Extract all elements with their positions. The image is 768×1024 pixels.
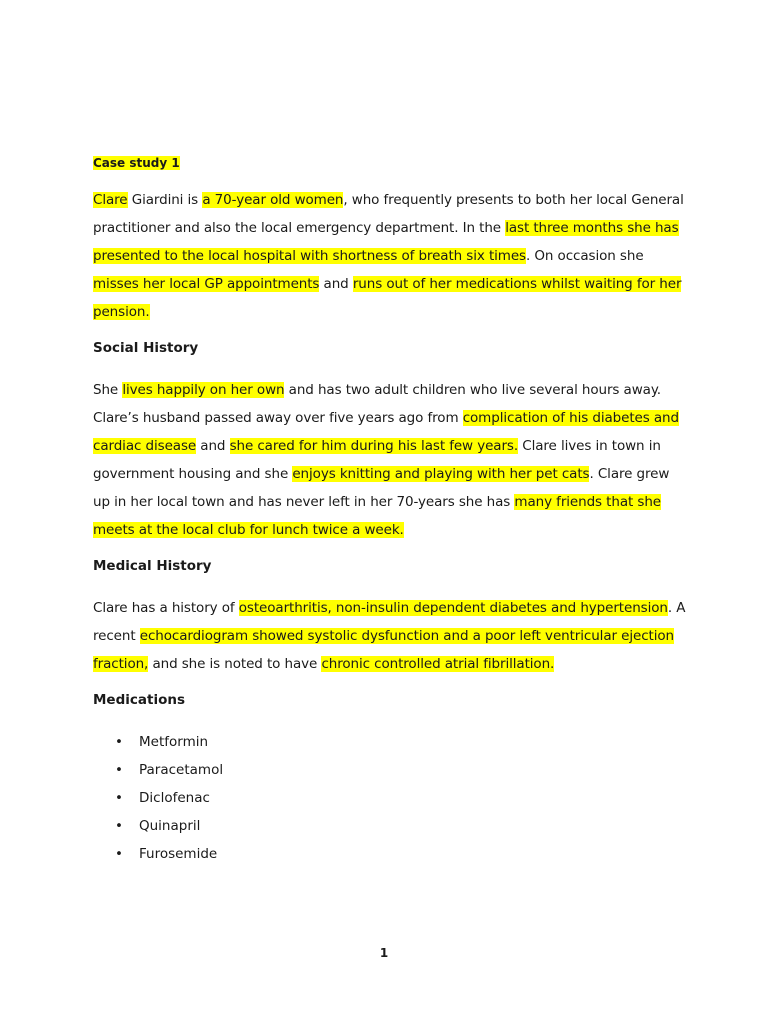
highlighted-text: presented to the local hospital with shortness of breath six times xyxy=(93,248,526,264)
medication-item xyxy=(93,756,673,784)
highlighted-text: osteoarthritis, non-insulin dependent diabetes and hypertension xyxy=(238,600,668,616)
text-line xyxy=(93,242,673,270)
bullet-icon: • xyxy=(115,790,123,806)
text-run: , who frequently presents to both her local General xyxy=(343,192,684,208)
text-run: . Clare grew xyxy=(589,466,670,482)
medication-item xyxy=(93,840,673,868)
medications-list xyxy=(93,728,673,868)
highlighted-text: many friends that she xyxy=(514,494,661,510)
social-history-paragraph xyxy=(93,376,679,544)
medication-name: Diclofenac xyxy=(139,790,210,806)
text-line xyxy=(93,622,673,650)
text-line xyxy=(93,376,673,404)
text-run: . On occasion she xyxy=(526,248,644,264)
text-line xyxy=(93,186,684,214)
bullet-icon: • xyxy=(115,734,123,750)
medication-item xyxy=(93,812,673,840)
highlighted-text: complication of his diabetes and xyxy=(462,410,679,426)
text-line xyxy=(93,460,673,488)
medication-name: Quinapril xyxy=(139,818,201,834)
highlighted-text: runs out of her medications whilst waiting for her xyxy=(352,276,682,292)
highlighted-text: last three months she has xyxy=(505,220,679,236)
text-run: practitioner and also the local emergency department. In the xyxy=(93,220,506,236)
social-history-heading: Social History xyxy=(93,340,199,356)
text-run: and she is noted to have xyxy=(148,656,322,672)
medication-name: Paracetamol xyxy=(139,762,224,778)
medical-history-heading: Medical History xyxy=(93,558,212,574)
text-run: and has two adult children who live several hours away. xyxy=(284,382,662,398)
page-number: 1 xyxy=(379,946,389,960)
text-run: Giardini is xyxy=(127,192,203,208)
text-line xyxy=(93,650,673,678)
case-title xyxy=(93,152,673,174)
medical-history-paragraph xyxy=(93,594,686,678)
text-run: and xyxy=(196,438,230,454)
bullet-icon: • xyxy=(115,818,123,834)
text-line xyxy=(93,214,679,242)
text-line xyxy=(93,270,682,298)
medication-item xyxy=(93,728,673,756)
text-line xyxy=(93,594,686,622)
case-title-text: Case study 1 xyxy=(93,156,180,170)
highlighted-text: cardiac disease xyxy=(93,438,197,454)
highlighted-text: she cared for him during his last few years. xyxy=(229,438,519,454)
highlighted-text: a 70-year old women xyxy=(202,192,344,208)
medication-item xyxy=(93,784,673,812)
medication-name: Furosemide xyxy=(139,846,218,862)
highlighted-text: meets at the local club for lunch twice a week. xyxy=(93,522,404,538)
text-run: Clare lives in town in xyxy=(518,438,661,454)
document-body xyxy=(93,152,686,868)
text-run: up in her local town and has never left in her 70-years she has xyxy=(93,494,515,510)
highlighted-text: fraction, xyxy=(93,656,149,672)
text-line xyxy=(93,432,673,460)
highlighted-text: misses her local GP appointments xyxy=(93,276,320,292)
bullet-icon: • xyxy=(115,762,123,778)
highlighted-text: enjoys knitting and playing with her pet cats xyxy=(292,466,590,482)
text-run: She xyxy=(93,382,123,398)
highlighted-text: echocardiogram showed systolic dysfunction and a poor left ventricular ejection xyxy=(139,628,674,644)
text-run: government housing and she xyxy=(93,466,293,482)
text-run: Clare has a history of xyxy=(93,600,239,616)
highlighted-text: Clare xyxy=(93,192,128,208)
text-line xyxy=(93,516,673,544)
text-line xyxy=(93,404,679,432)
intro-paragraph xyxy=(93,186,684,326)
bullet-icon: • xyxy=(115,846,123,862)
highlighted-text: pension. xyxy=(93,304,150,320)
text-line xyxy=(93,488,673,516)
highlighted-text: chronic controlled atrial fibrillation. xyxy=(321,656,555,672)
text-line xyxy=(93,298,673,326)
highlighted-text: lives happily on her own xyxy=(122,382,285,398)
text-run: and xyxy=(319,276,353,292)
medication-name: Metformin xyxy=(139,734,209,750)
text-run: Clare’s husband passed away over five years ago from xyxy=(93,410,463,426)
medications-heading: Medications xyxy=(93,692,185,708)
text-run: . A xyxy=(667,600,686,616)
text-run: recent xyxy=(93,628,140,644)
